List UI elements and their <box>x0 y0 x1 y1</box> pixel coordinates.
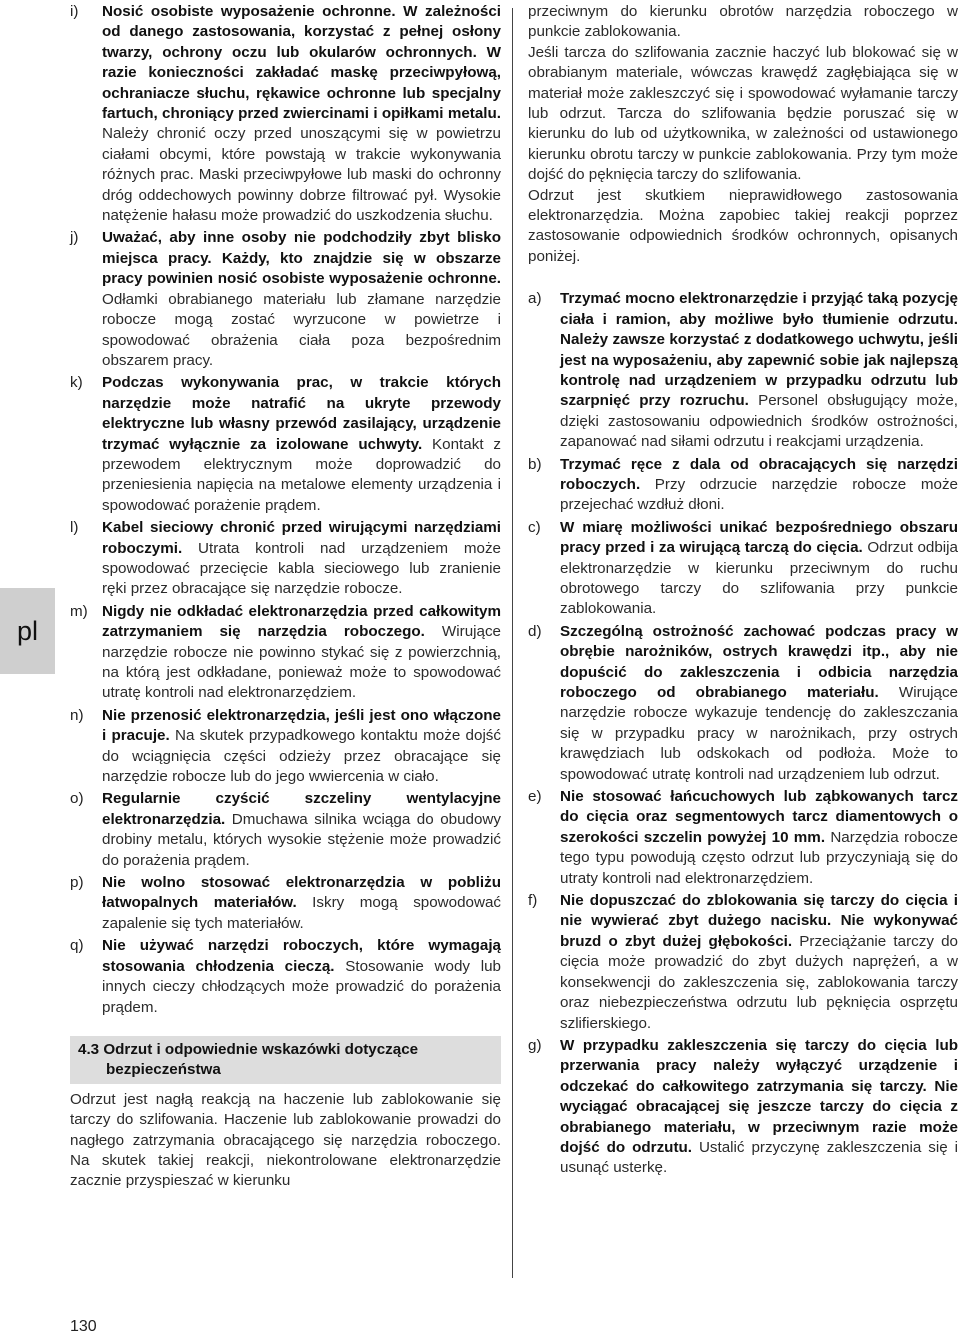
page-number: 130 <box>70 1318 97 1335</box>
right-column <box>528 2 958 1181</box>
item-marker: c) <box>528 518 541 536</box>
item-text: Odłamki obrabianego materiału lub złamane narzędzie robocze mogą zostać wyrzucone w powietrze i spowodować obrażenia ciała poza bezpośrednim obszarem pracy. <box>102 290 501 369</box>
item-bold-text: W przypadku zakleszczenia się tarczy do cięcia lub przerwania pracy należy wyłączyć urządzenie i odczekać do całkowitego zatrzymania się tarczy. Nie wyciągać obracającej się jeszcze tarczy do cięcia z obrabianego materiału, w przeciwnym razie może dojść do odrzutu. <box>560 1036 958 1156</box>
item-bold-text: Nie dopuszczać do zblokowania się tarczy do cięcia i nie wywierać zbyt dużego nacisku. Nie wykonywać bruzd o zbyt dużej głębokości. <box>560 892 958 950</box>
section-title: 4.3 Odrzut i odpowiednie wskazówki dotyczące <box>78 1040 419 1058</box>
list-item-k <box>70 373 501 516</box>
item-bold-text: Nie używać narzędzi roboczych, które wymagają stosowania chłodzenia cieczą. <box>102 937 501 975</box>
list-item-e <box>528 787 958 889</box>
item-bold-text: Trzymać mocno elektronarzędzie i przyjąć taką pozycję ciała i ramion, aby możliwe było tłumienie odrzutu. Należy zawsze korzystać z dodatkowego uchwytu, jeśli jest na wyposażeniu, aby zapewnić sobie jak najlepszą kontrolę nad urządzeniem w przypadku odrzutu lub szarpnięć przy rozruchu. <box>560 290 958 410</box>
list-item-d <box>528 622 958 785</box>
list-item-a <box>528 289 958 452</box>
list-item-f <box>528 891 958 1034</box>
item-marker: b) <box>528 455 542 473</box>
item-marker: j) <box>70 229 79 247</box>
item-text: Na skutek przypadkowego kontaktu może dojść do wciągnięcia części odzieży przez obracające się narzędzie robocze lub do jego wwiercenia w ciało. <box>102 727 501 786</box>
list-item-c <box>528 518 958 620</box>
list-item-o <box>70 789 501 871</box>
item-text: Ustalić przyczynę zakleszczenia się i usunąć usterkę. <box>560 1138 958 1177</box>
item-marker: i) <box>70 3 79 20</box>
item-bold-text: Podczas wykonywania prac, w trakcie których narzędzie może natrafić na ukryte przewody elektryczne lub własny przewód zasilający, urządzenie trzymać wyłącznie za izolowane uchwyty. <box>102 374 501 453</box>
item-text: Kontakt z przewodem elektrycznym może doprowadzić do przeniesienia napięcia na metalowe elementy urządzenia i spowodować porażenie prądem. <box>102 435 501 514</box>
item-marker: n) <box>70 706 84 724</box>
item-marker: d) <box>528 622 542 640</box>
item-marker: q) <box>70 937 84 955</box>
item-text: Iskry mogą spowodować zapalenie się tych materiałów. <box>102 894 501 932</box>
paragraph-1: przeciwnym do kierunku obrotów narzędzia roboczego w punkcie zablokowania. <box>528 3 958 41</box>
list-item-b <box>528 455 958 516</box>
column-divider <box>512 8 513 1278</box>
item-bold-text: Nosić osobiste wyposażenie ochronne. W zależności od danego zastosowania, korzystać z pełnej osłony twarzy, ochrony oczu lub okularów ochronnych. W razie konieczności zakładać maskę przeciwpyłową, ochraniacze słuchu, rękawice ochronne lub specjalny fartuch, chroniący przed zwiercinami i opiłkami metalu. <box>102 3 501 123</box>
item-bold-text: Kabel sieciowy chronić przed wirującymi narzędziami roboczymi. <box>102 519 501 557</box>
item-text: Odrzut odbija elektronarzędzie w kierunku przeciwnym do ruchu obrotowego tarczy do szlifowania przy punkcie zablokowania. <box>560 539 958 618</box>
item-marker: l) <box>70 519 79 537</box>
item-text: Utrata kontroli nad urządzeniem może spowodować przecięcie kabla sieciowego lub zranienie ręki przez obracające się narzędzie robocze. <box>102 539 501 598</box>
item-marker: m) <box>70 602 88 620</box>
item-bold-text: Uważać, aby inne osoby nie podchodziły zbyt blisko miejsca pracy. Każdy, kto znajdzie się w obszarze pracy powinien nosić osobiste wyposażenie ochronne. <box>102 229 501 288</box>
item-bold-text: W miarę możliwości unikać bezpośredniego obszaru pracy przed i za wirującą tarczą do cięcia. <box>560 518 958 557</box>
item-bold-text: Nigdy nie odkładać elektronarzędzia przed całkowitym zatrzymaniem się narzędzia roboczego. <box>102 602 501 641</box>
section-heading-box <box>70 1036 501 1084</box>
paragraph-2: Jeśli tarcza do szlifowania zacznie haczyć lub blokować się w obrabianym materiale, wówczas krawędź zagłębiająca się w materiał może zakleszczyć się i spowodować wyłamanie tarczy lub odrzut. Tarcza do szlifowania będzie poruszać się w kierunku do lub od użytkownika, w zależności od ustawionego kierunku obrotu tarczy w punkcie zablokowania. Przy tym może dojść do pęknięcia tarczy do szlifowania. <box>528 43 958 184</box>
item-marker: o) <box>70 790 84 808</box>
list-item-j <box>70 228 501 371</box>
list-item-g <box>528 1036 958 1179</box>
item-marker: f) <box>528 892 538 910</box>
section-title-continued: bezpieczeństwa <box>106 1061 221 1079</box>
list-item-q <box>70 936 501 1018</box>
item-marker: a) <box>528 290 542 308</box>
list-item-p <box>70 873 501 934</box>
item-bold-text: Nie wolno stosować elektronarzędzia w pobliżu łatwopalnych materiałów. <box>102 874 501 912</box>
item-marker: e) <box>528 788 542 806</box>
item-text: Personel obsługujący może, dzięki zastosowaniu odpowiednich środków ostrożności, zapanować nad siłami odrzutu i reakcjami urządzenia. <box>560 392 959 451</box>
item-text: Należy chronić oczy przed unoszącymi się w powietrzu ciałami obcymi, które powstają w trakcie wykonywania różnych prac. Maski przeciwpyłowe lub maski do ochronny dróg oddechowych powinny dobrze filtrować pył. Wysokie natężenie hałasu może prowadzić do uszkodzenia słuchu. <box>102 125 501 225</box>
item-text: Przy odrzucie narzędzie robocze może przejechać wzdłuż dłoni. <box>560 475 958 514</box>
item-bold-text: Szczególną ostrożność zachować podczas pracy w obrębie narożników, ostrych krawędzi itp., aby nie dopuścić do zakleszczenia i odbicia narzędzia roboczego od obrabianego materiału. <box>560 622 958 701</box>
item-bold-text: Trzymać ręce z dala od obracających się narzędzi roboczych. <box>560 455 958 493</box>
left-column <box>70 2 501 1192</box>
item-text: Stosowanie wody lub innych cieczy chłodzących może prowadzić do porażenia prądem. <box>102 957 501 1016</box>
item-bold-text: Regularnie czyścić szczeliny wentylacyjne elektronarzędzia. <box>102 790 501 828</box>
list-item-m <box>70 602 501 704</box>
item-bold-text: Nie przenosić elektronarzędzia, jeśli jest ono włączone i pracuje. <box>102 706 501 745</box>
list-item-n <box>70 706 501 788</box>
item-text: Wirujące narzędzie robocze nie powinno stykać się z powierzchnią, na którą jest odkładane, ponieważ może to spowodować utratę kontroli nad elektronarzędziem. <box>102 623 502 702</box>
item-text: Narzędzia robocze tego typu powodują często odrzut lub przyczyniają się do utraty kontroli nad elektronarzędziem. <box>560 828 958 887</box>
item-marker: p) <box>70 874 84 892</box>
list-item-l <box>70 518 501 600</box>
paragraph-3: Odrzut jest skutkiem nieprawidłowego zastosowania elektronarzędzia. Można zapobiec takiej reakcji poprzez zastosowanie odpowiednich środków ochronnych, opisanych poniżej. <box>528 186 958 265</box>
item-marker: g) <box>528 1036 542 1054</box>
item-bold-text: Nie stosować łańcuchowych lub ząbkowanych tarcz do cięcia oraz segmentowych tarcz diamentowych o szerokości szczelin powyżej 10 mm. <box>560 788 958 846</box>
item-marker: k) <box>70 374 83 392</box>
language-tab: pl <box>0 588 55 674</box>
item-text: Wirujące narzędzie robocze wykazuje tendencję do zakleszczania się w przypadku pracy w narożnikach, przy ostrych krawędziach lub odskokach od podłoża. Może to spowodować utratę kontroli nad urządzeniem lub odrzut. <box>560 684 958 783</box>
item-text: Dmuchawa silnika wciąga do obudowy drobiny metalu, których wysokie stężenie może prowadzić do porażenia prądem. <box>102 810 501 869</box>
item-text: Przeciążanie tarczy do cięcia może prowadzić do zbyt dużych naprężeń, a w konsekwencji do zakleszczenia się, zablokowania tarczy oraz niebezpieczeństwa odrzutu lub pęknięcia osprzętu szlifierskiego. <box>560 932 958 1032</box>
section-paragraph: Odrzut jest nagłą reakcją na haczenie lub zablokowanie się tarczy do szlifowania. Haczenie lub zablokowanie prowadzi do nagłego zatrzymania obracającego się narzędzia roboczego. Na skutek takiej reakcji, niekontrolowane elektronarzędzie zacznie przyspieszać w kierunku <box>70 1090 501 1190</box>
list-item-i <box>70 2 501 226</box>
